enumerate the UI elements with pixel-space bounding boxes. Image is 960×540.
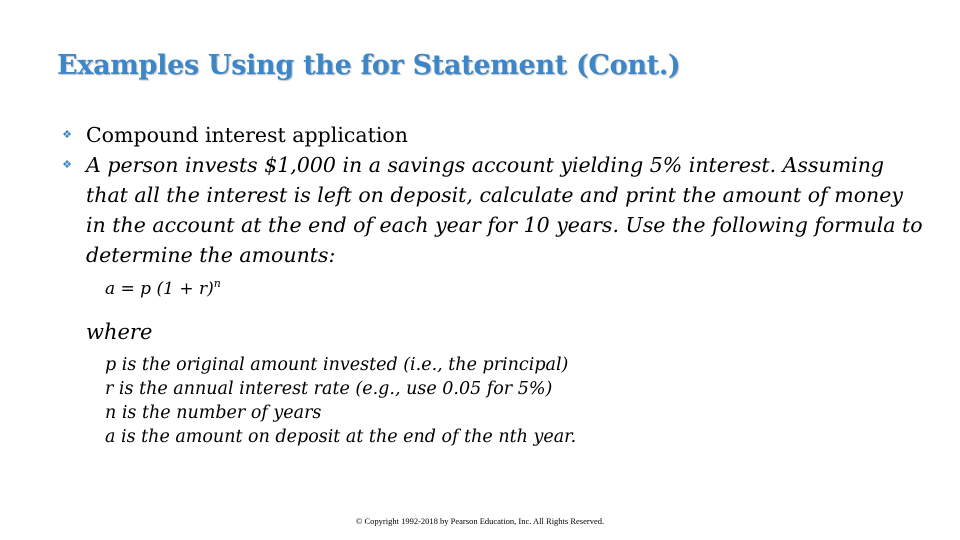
definition-item: n is the number of years [105, 403, 322, 423]
formula-base: a = p (1 + r) [105, 279, 214, 299]
definition-item: p is the original amount invested (i.e., the principal) [105, 355, 569, 375]
bullet-item [62, 120, 926, 150]
diamond-bullet-icon: ❖ [62, 158, 72, 171]
definition-item: r is the annual interest rate (e.g., use 0.05 for 5%) [105, 379, 553, 399]
where-label: where [86, 320, 153, 344]
bullet-text: Compound interest application [86, 123, 408, 147]
slide-title: Examples Using the for Statement (Cont.) [57, 50, 681, 81]
definition-item: a is the amount on deposit at the end of the nth year. [105, 427, 577, 447]
diamond-bullet-icon: ❖ [62, 128, 72, 141]
compound-interest-formula [105, 277, 221, 299]
copyright-footer: © Copyright 1992-2018 by Pearson Education, Inc. All Rights Reserved. [355, 516, 605, 526]
definition-list [105, 353, 576, 449]
bullet-text: A person invests $1,000 in a savings account yielding 5% interest. Assuming that all the interest is left on deposit, calculate and print the amount of money in the account at the end of each year for 10 years. Use the following formula to determine the amounts: [86, 153, 923, 267]
formula-exponent: n [213, 277, 221, 290]
bullet-list [62, 120, 926, 270]
bullet-item [62, 150, 926, 270]
